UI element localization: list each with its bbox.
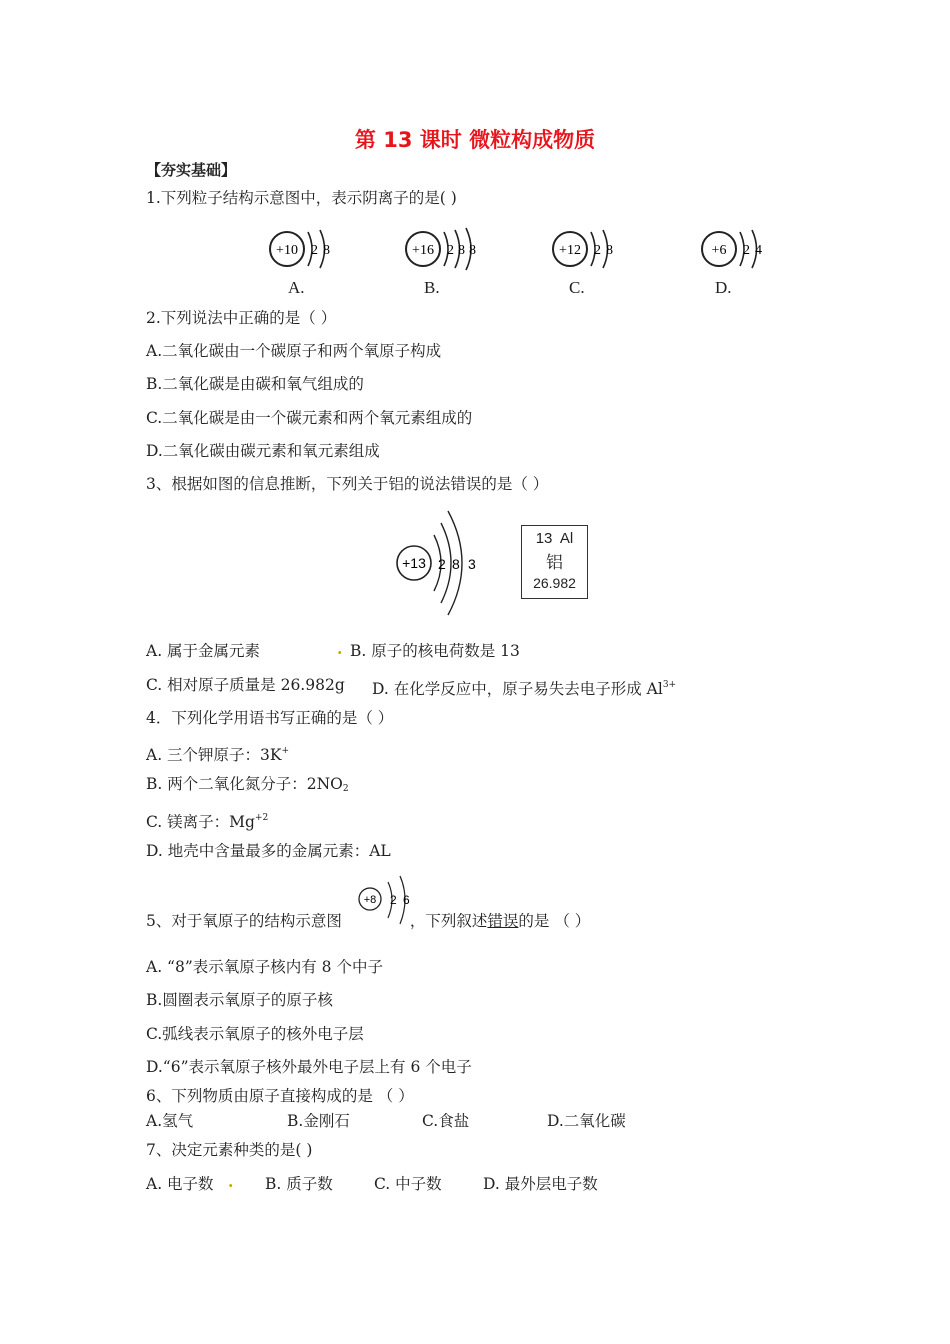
nucleus-charge: +13: [402, 555, 426, 571]
element-name: 铝: [546, 553, 563, 572]
question-1-stem: 1.下列粒子结构示意图中，表示阴离子的是( ): [146, 189, 457, 207]
shell-count: 8: [323, 243, 330, 258]
element-card-aluminum: [521, 525, 588, 599]
q4-option-a: A. 三个钾原子：3K+: [146, 746, 290, 764]
q3-option-c: C. 相对原子质量是 26.982g: [146, 676, 345, 694]
question-5-stem: 5、对于氧原子的结构示意图 ，下列叙述错误的是 （ ）: [146, 912, 591, 930]
shell-count: 3: [468, 556, 476, 572]
shell-count: 2: [447, 243, 454, 258]
nucleus-charge: +10: [276, 243, 298, 258]
q7-option-b: B. 质子数: [265, 1175, 333, 1193]
page-title: 第 13 课时 微粒构成物质: [354, 128, 596, 152]
question-6-stem: 6、下列物质由原子直接构成的是 （ ）: [146, 1087, 414, 1105]
q2-option-c: C.二氧化碳是由一个碳元素和两个氧元素组成的: [146, 409, 473, 427]
q2-option-a: A.二氧化碳由一个碳原子和两个氧原子构成: [146, 342, 442, 360]
element-symbol: Al: [559, 530, 574, 547]
shell-count: 8: [606, 243, 613, 258]
q1-diagram-c: [551, 226, 621, 272]
shell-count: 2: [594, 243, 601, 258]
aluminum-atom-diagram: [394, 505, 494, 621]
nucleus-charge: +8: [363, 894, 377, 906]
nucleus-charge: +6: [711, 243, 727, 258]
shell-count: 2: [438, 556, 446, 572]
q5-option-a: A. “8”表示氧原子核内有 8 个中子: [146, 958, 383, 976]
q7-option-a: A. 电子数: [146, 1175, 214, 1193]
q1-label-d: D.: [715, 278, 732, 297]
q2-option-d: D.二氧化碳由碳元素和氧元素组成: [146, 442, 380, 460]
q1-label-b: B.: [424, 278, 440, 297]
q5-option-d: D.“6”表示氧原子核外最外电子层上有 6 个电子: [146, 1058, 472, 1076]
mark-dot: .: [228, 1172, 234, 1191]
question-7-stem: 7、决定元素种类的是( ): [146, 1141, 313, 1159]
q1-diagram-b: [404, 226, 484, 272]
q2-option-b: B.二氧化碳是由碳和氧气组成的: [146, 375, 364, 393]
q4-option-b: B. 两个二氧化氮分子：$2NO_2$: [146, 775, 349, 794]
section-heading: 【夯实基础】: [146, 161, 237, 179]
nucleus-charge: +16: [412, 243, 434, 258]
q7-option-c: C. 中子数: [374, 1175, 442, 1193]
q6-option-c: C.食盐: [422, 1112, 470, 1130]
q1-label-c: C.: [569, 278, 585, 297]
q6-option-a: A.氢气: [146, 1112, 194, 1130]
question-3-stem: 3、根据如图的信息推断，下列关于铝的说法错误的是（ ）: [146, 475, 549, 493]
q6-option-b: B.金刚石: [287, 1112, 350, 1130]
q7-option-d: D. 最外层电子数: [483, 1175, 598, 1193]
q5-option-b: B.圆圈表示氧原子的原子核: [146, 991, 333, 1009]
shell-count: 6: [403, 893, 410, 907]
shell-count: 2: [743, 243, 750, 258]
shell-count: 2: [390, 893, 397, 907]
q4-option-d: D. 地壳中含量最多的金属元素：AL: [146, 842, 391, 860]
q6-option-d: D.二氧化碳: [547, 1112, 626, 1130]
question-2-stem: 2.下列说法中正确的是（ ）: [146, 309, 337, 327]
q3-option-b: B. 原子的核电荷数是 13: [350, 642, 520, 660]
question-4-stem: 4．下列化学用语书写正确的是（ ）: [146, 709, 394, 727]
q1-diagram-a: [268, 226, 338, 272]
atomic-number: 13: [535, 530, 553, 547]
q4-option-c: C. 镁离子：$Mg^{+2}$: [146, 813, 269, 831]
mark-dot: .: [337, 639, 343, 658]
q1-label-a: A.: [288, 278, 305, 297]
shell-count: 2: [311, 243, 318, 258]
q3-option-a: A. 属于金属元素: [146, 642, 261, 660]
shell-count: 8: [469, 243, 476, 258]
q3-option-d: D. 在化学反应中，原子易失去电子形成 $Al^{3+}$: [372, 680, 677, 698]
q5-option-c: C.弧线表示氧原子的核外电子层: [146, 1025, 364, 1043]
shell-count: 8: [458, 243, 465, 258]
shell-count: 4: [755, 243, 762, 258]
shell-count: 8: [452, 556, 460, 572]
nucleus-charge: +12: [559, 243, 581, 258]
atomic-mass: 26.982: [533, 575, 576, 591]
q1-diagram-d: [700, 226, 770, 272]
